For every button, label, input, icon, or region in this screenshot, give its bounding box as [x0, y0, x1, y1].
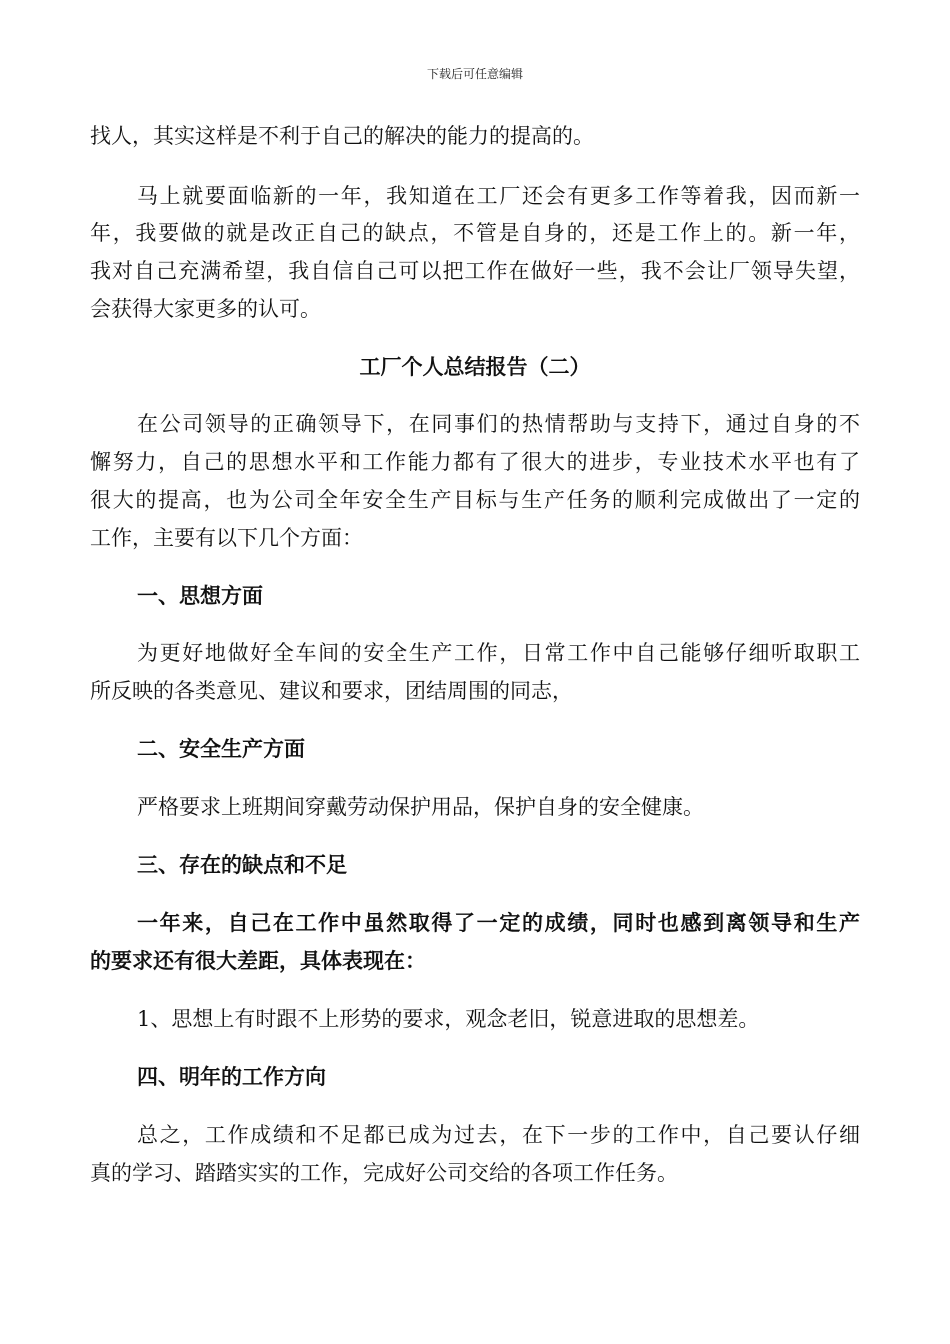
paragraph-line: 会获得大家更多的认可。	[90, 297, 321, 321]
paragraph-line: 年，我要做的就是改正自己的缺点，不管是自身的，还是工作上的。新一年，	[90, 221, 860, 245]
paragraph-line: 马上就要面临新的一年，我知道在工厂还会有更多工作等着我，因而新一	[137, 184, 860, 208]
paragraph-line: 很大的提高，也为公司全年安全生产目标与生产任务的顺利完成做出了一定的	[90, 488, 860, 512]
paragraph-line: 在公司领导的正确领导下，在同事们的热情帮助与支持下，通过自身的不	[137, 412, 860, 436]
paragraph-line: 严格要求上班期间穿戴劳动保护用品，保护自身的安全健康。	[137, 795, 704, 819]
paragraph-line: 真的学习、踏踏实实的工作，完成好公司交给的各项工作任务。	[90, 1161, 678, 1185]
section-title: 工厂个人总结报告（二）	[359, 354, 591, 379]
list-item: 1、思想上有时跟不上形势的要求，观念老旧，锐意进取的思想差。	[137, 1007, 760, 1031]
paragraph-line: 懈努力，自己的思想水平和工作能力都有了很大的进步，专业技术水平也有了	[90, 450, 860, 474]
paragraph-line: 所反映的各类意见、建议和要求，团结周围的同志，	[90, 679, 573, 703]
section-heading: 二、安全生产方面	[137, 736, 305, 761]
bold-paragraph-line: 的要求还有很大差距，具体表现在：	[90, 948, 426, 973]
header-note: 下载后可任意编辑	[426, 67, 523, 81]
paragraph-line: 为更好地做好全车间的安全生产工作，日常工作中自己能够仔细听取职工	[137, 641, 860, 665]
paragraph-line: 总之，工作成绩和不足都已成为过去，在下一步的工作中，自己要认仔细	[137, 1123, 860, 1147]
paragraph-line: 我对自己充满希望，我自信自己可以把工作在做好一些，我不会让厂领导失望，	[90, 259, 860, 283]
bold-paragraph-line: 一年来，自己在工作中虽然取得了一定的成绩，同时也感到离领导和生产	[137, 910, 860, 935]
section-heading: 一、思想方面	[137, 583, 263, 608]
paragraph-line: 工作，主要有以下几个方面：	[90, 526, 363, 550]
paragraph-line: 找人，其实这样是不利于自己的解决的能力的提高的。	[90, 124, 594, 148]
section-heading: 三、存在的缺点和不足	[137, 852, 347, 877]
section-heading: 四、明年的工作方向	[137, 1064, 326, 1089]
